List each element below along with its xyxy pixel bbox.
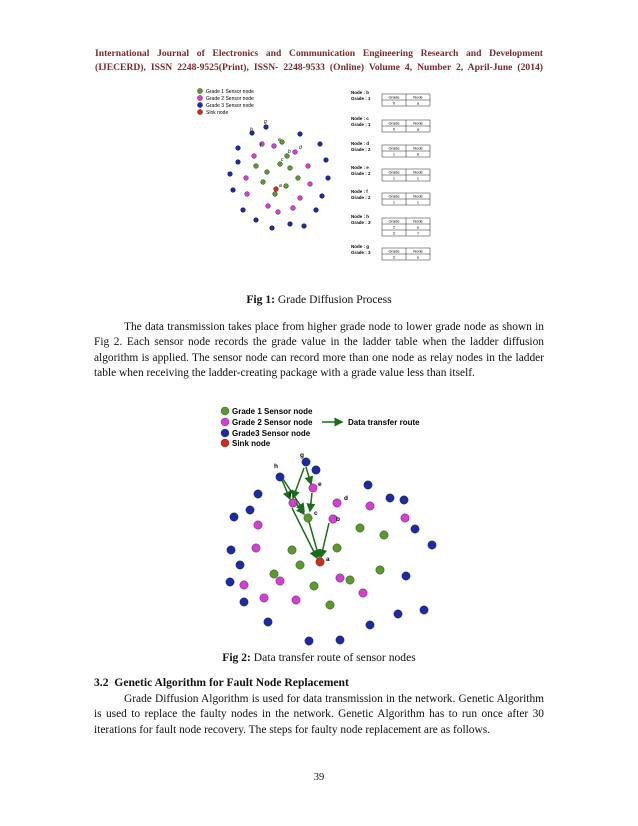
ladder-table-cell: 2 [392, 230, 396, 236]
paragraph-1-text: The data transmission takes place from higher grade node to lower grade node as shown in Fig 2. Each sensor node records the grade value in the ladder table when the ladder diffusion algorithm is applied. The sensor node can record more than one node as relay nodes in the ladder table when receiving the ladder-creating package with a grade value less than itself. [94, 321, 544, 380]
fig1-legend-grade3-dot [197, 102, 202, 107]
fig2-node [336, 574, 344, 582]
ladder-table-cell: a [416, 126, 420, 132]
paragraph-2 [94, 692, 544, 738]
header-line-1: International Journal of Electronics and Communication Engineering Research and Development [95, 48, 543, 59]
fig2-label-a: a [326, 556, 330, 563]
ladder-table-header-cell: Grade [388, 193, 400, 199]
fig2-node [359, 589, 367, 597]
fig1-legend-grade2-dot [197, 95, 202, 100]
fig2-node [401, 514, 409, 522]
route-b-to-a [321, 523, 329, 557]
fig1-node [231, 188, 236, 193]
fig2-node [366, 502, 374, 510]
ladder-table-node-label: Node : b [351, 90, 369, 95]
fig1-node [293, 150, 298, 155]
fig2-label-h: h [274, 463, 278, 470]
fig2-node [304, 514, 312, 522]
fig2-caption-text: Data transfer route of sensor nodes [250, 651, 416, 664]
ladder-table-grade-label: Grade : 2 [351, 147, 371, 152]
fig2-legend-grade2-label: Grade 2 Sensor node [232, 418, 313, 427]
ladder-table-header-cell: Grade [388, 94, 400, 100]
fig2-label-b: b [336, 516, 340, 523]
ladder-table-node-label: Node : c [351, 116, 369, 121]
fig2-node [227, 546, 235, 554]
fig2-node [240, 598, 248, 606]
fig2-node [336, 636, 344, 644]
journal-header [95, 47, 543, 75]
fig1-legend [197, 88, 254, 116]
ladder-table-cell: 1 [392, 199, 396, 205]
fig1-legend-grade3-label: Grade 3 Sensor node [206, 103, 254, 109]
fig1-node [254, 164, 259, 169]
fig1-node [254, 218, 259, 223]
header-line-2: (IJECERD), ISSN 2248-9525(Print), ISSN- 2248-9533 (Online) Volume 4, Number 2, April-June (2014) [95, 62, 543, 73]
ladder-table-header-cell: Grade [388, 120, 400, 126]
fig2-node [246, 506, 254, 514]
fig1-caption-text: Grade Diffusion Process [274, 293, 392, 306]
fig1-node [274, 187, 279, 192]
fig2-node [260, 594, 268, 602]
fig2-node [346, 576, 354, 584]
fig2-node [411, 525, 419, 533]
ladder-table-node-label: Node : h [351, 214, 369, 219]
fig2-legend [221, 407, 420, 448]
ladder-table-cell: b [416, 151, 420, 157]
ladder-table-header-cell: Node [413, 248, 423, 254]
fig2-node [364, 481, 372, 489]
fig1-label-b: b [288, 149, 291, 155]
ladder-table-header-cell: Node [413, 169, 423, 175]
paragraph-1 [94, 320, 544, 382]
fig2-node [428, 541, 436, 549]
fig1-node [284, 184, 289, 189]
section-heading [94, 676, 349, 689]
fig2-node [400, 496, 408, 504]
ladder-table-cell: c [417, 199, 419, 205]
ladder-table-cell: 0 [392, 126, 396, 132]
fig2-node [402, 572, 410, 580]
ladder-table-header-cell: Node [413, 145, 423, 151]
fig1-node [265, 170, 270, 175]
fig2-label-f: f [289, 492, 292, 499]
fig2-network [226, 458, 436, 645]
fig2-legend-grade1-dot [221, 407, 229, 415]
figure-1 [190, 86, 454, 272]
fig2-node [420, 606, 428, 614]
fig1-legend-sink-label: Sink node [206, 110, 229, 116]
section-title: Genetic Algorithm for Fault Node Replacement [114, 676, 349, 689]
fig2-node [312, 466, 320, 474]
ladder-table-node-label: Node : d [351, 141, 369, 146]
fig2-node [264, 618, 272, 626]
ladder-table-header-cell: Node [413, 218, 423, 224]
ladder-table-cell: 2 [392, 254, 396, 260]
fig2-node [302, 458, 310, 466]
fig2-node [240, 581, 248, 589]
fig2-node [236, 561, 244, 569]
ladder-table-header-cell: Grade [388, 248, 400, 254]
fig2-node [333, 499, 341, 507]
section-number: 3.2 [94, 676, 109, 689]
ladder-table-node-label: Node : e [351, 165, 369, 170]
fig1-node [302, 224, 307, 229]
ladder-table-header-cell: Node [413, 94, 423, 100]
fig1-node [228, 172, 233, 177]
fig2-node [305, 637, 313, 645]
fig1-node [308, 182, 313, 187]
ladder-table-cell: c [417, 175, 419, 181]
ladder-table-cell: e [416, 254, 420, 260]
fig1-node [320, 194, 325, 199]
fig1-label-g: g [264, 119, 267, 125]
fig1-node [288, 166, 293, 171]
ladder-table-node-label: Node : f [351, 189, 368, 194]
fig2-node [333, 544, 341, 552]
fig2-node [356, 524, 364, 532]
fig2-node [394, 610, 402, 618]
fig2-label-e: e [318, 481, 322, 488]
fig1-label-a: a [279, 183, 282, 189]
fig2-legend-sink-dot [221, 439, 229, 447]
fig2-node [230, 513, 238, 521]
fig1-node [264, 125, 269, 130]
fig2-node [380, 531, 388, 539]
fig1-legend-grade1-dot [197, 88, 202, 93]
fig2-node [316, 558, 324, 566]
ladder-table-header-cell: Grade [388, 145, 400, 151]
fig1-node [306, 164, 311, 169]
fig2-node [386, 494, 394, 502]
fig2-node [366, 621, 374, 629]
fig1-ladder-tables [351, 90, 430, 260]
fig2-node [254, 490, 262, 498]
ladder-table-header-cell: Node [413, 193, 423, 199]
paragraph-2-text: Grade Diffusion Algorithm is used for data transmission in the network. Genetic Algorithm is used to replace the faulty nodes in the network. Genetic Algorithm has to run once after 30 iterations for fault node recovery. The steps for faulty node replacement are as follows. [94, 693, 544, 736]
fig1-node [298, 196, 303, 201]
fig2-node [376, 566, 384, 574]
fig1-node [276, 210, 281, 215]
fig1-node [298, 132, 303, 137]
fig1-node [266, 204, 271, 209]
fig1-legend-grade1-label: Grade 1 Sensor node [206, 89, 254, 95]
fig1-node [252, 154, 257, 159]
ladder-table-grade-label: Grade : 1 [351, 96, 371, 101]
fig1-node [288, 222, 293, 227]
fig2-legend-grade1-label: Grade 1 Sensor node [232, 407, 313, 416]
fig1-node [326, 176, 331, 181]
ladder-table-grade-label: Grade : 2 [351, 195, 371, 200]
fig2-label-g: g [300, 452, 304, 459]
ladder-table-cell: f [417, 230, 419, 236]
fig1-legend-sink-dot [197, 109, 202, 114]
fig2-node [296, 561, 304, 569]
fig1-node [314, 208, 319, 213]
fig1-node [273, 192, 278, 197]
figure-1-caption [0, 293, 638, 306]
fig2-legend-route-label: Data transfer route [348, 418, 420, 427]
fig1-label-d: d [299, 145, 302, 151]
fig1-node [241, 208, 246, 213]
fig1-node [318, 142, 323, 147]
ladder-table-header-cell: Grade [388, 169, 400, 175]
fig2-label-d: d [344, 495, 348, 502]
fig2-node [288, 546, 296, 554]
fig1-node [291, 206, 296, 211]
fig2-node [252, 544, 260, 552]
ladder-table-cell: 2 [392, 224, 396, 230]
fig2-node [326, 601, 334, 609]
fig1-label-h: h [250, 127, 253, 133]
fig2-node [292, 596, 300, 604]
ladder-table-node-label: Node : g [351, 244, 369, 249]
fig1-caption-label: Fig 1: [246, 293, 275, 306]
ladder-table-cell: 0 [392, 100, 396, 106]
fig2-legend-grade2-dot [221, 418, 229, 426]
fig2-legend-grade3-label: Grade3 Sensor node [232, 429, 311, 438]
fig2-node [270, 570, 278, 578]
route-g-to-e [306, 467, 311, 484]
ladder-table-header-cell: Grade [388, 218, 400, 224]
fig2-label-c: c [314, 510, 318, 517]
route-e-to-c [310, 493, 312, 511]
fig2-node [309, 484, 317, 492]
page-number: 39 [313, 772, 325, 783]
ladder-table-grade-label: Grade : 1 [351, 122, 371, 127]
ladder-table-header-cell: Node [413, 120, 423, 126]
fig1-label-e: e [278, 137, 281, 143]
figure-2 [220, 400, 460, 650]
fig2-caption-label: Fig 2: [222, 651, 251, 664]
ladder-table-grade-label: Grade : 3 [351, 220, 371, 225]
ladder-table-cell: 1 [392, 175, 396, 181]
fig2-node [226, 578, 234, 586]
fig1-node [236, 146, 241, 151]
ladder-table-grade-label: Grade : 2 [351, 171, 371, 176]
ladder-table-grade-label: Grade : 3 [351, 250, 371, 255]
fig1-node [272, 144, 277, 149]
fig2-routes [282, 467, 329, 558]
fig1-label-f: f [260, 143, 262, 149]
fig1-node [270, 226, 275, 231]
fig1-label-c: c [281, 157, 284, 163]
route-g-to-f [293, 468, 304, 498]
ladder-table-cell: e [416, 224, 420, 230]
fig2-legend-grade3-dot [221, 429, 229, 437]
fig2-node [276, 577, 284, 585]
fig2-node [310, 582, 318, 590]
fig1-node [296, 176, 301, 181]
fig2-node [254, 521, 262, 529]
fig1-node [244, 176, 249, 181]
fig1-node [261, 180, 266, 185]
ladder-table-cell: 1 [392, 151, 396, 157]
fig1-node [236, 160, 241, 165]
fig1-node [245, 192, 250, 197]
ladder-table-cell: a [416, 100, 420, 106]
fig1-node [324, 158, 329, 163]
fig1-legend-grade2-label: Grade 2 Sensor node [206, 96, 254, 102]
figure-2-caption [0, 651, 638, 664]
fig2-legend-sink-label: Sink node [232, 439, 271, 448]
